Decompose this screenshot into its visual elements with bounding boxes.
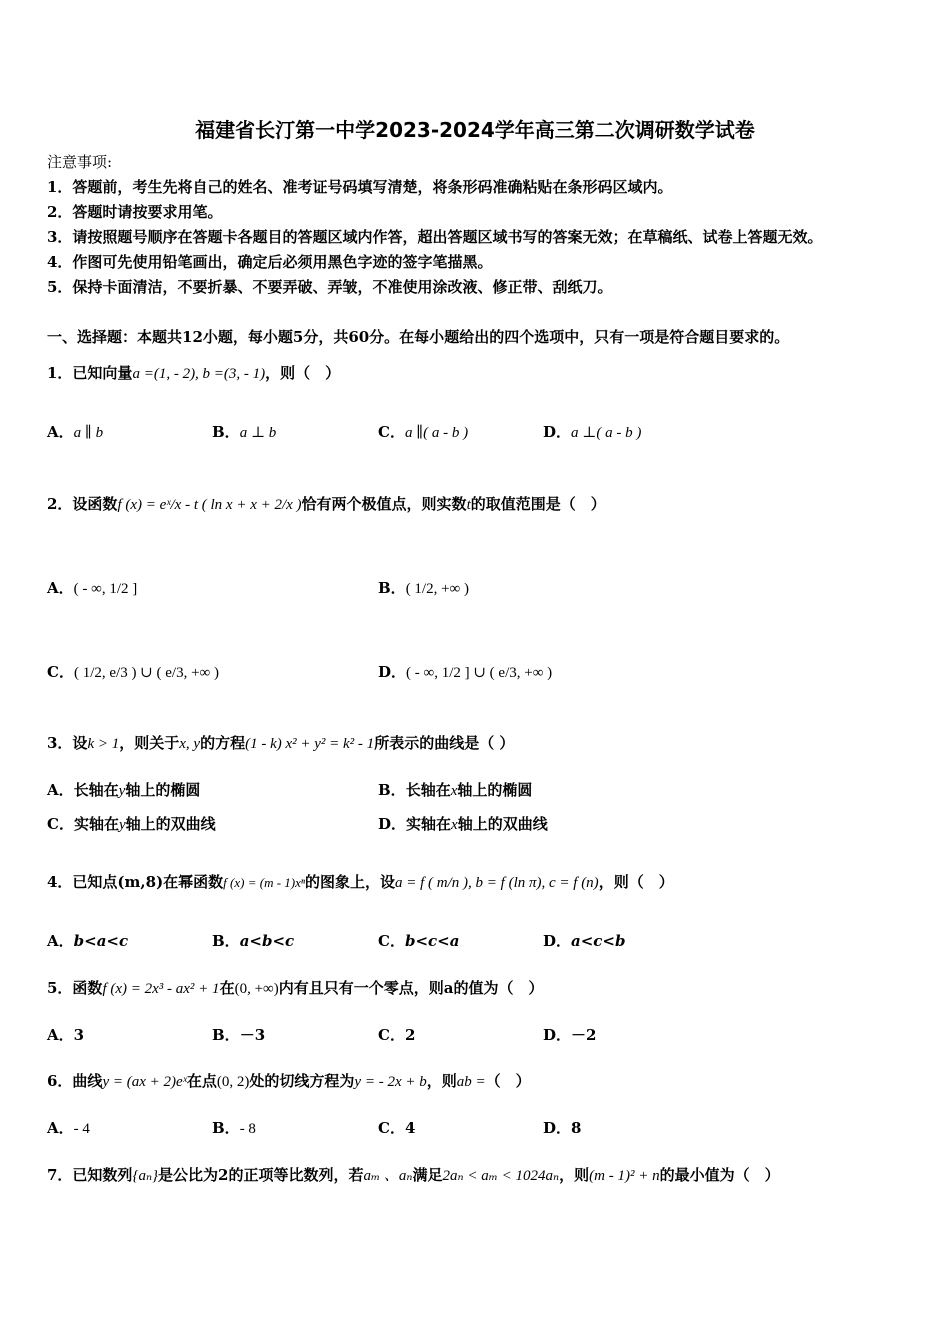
page-title: 福建省长汀第一中学2023-2024学年高三第二次调研数学试卷 — [195, 118, 755, 142]
notice-item: 5．保持卡面清洁，不要折暴、不要弄破、弄皱，不准使用涂改液、修正带、刮纸刀。 — [47, 278, 613, 296]
question-4: 4．已知点(m,8)在幂函数f (x) = (m - 1)xⁿ的图象上，设a = f ( m/n ), b = f (ln π), c = f (n)，则（ ） — [47, 873, 674, 891]
q6-option-c[interactable]: C．4 — [378, 1119, 416, 1137]
q3-option-c[interactable]: C．实轴在y轴上的双曲线 — [47, 815, 216, 833]
notice-heading: 注意事项: — [47, 153, 113, 171]
section-heading: 一、选择题：本题共12小题，每小题5分，共60分。在每小题给出的四个选项中，只有一项是符合题目要求的。 — [47, 328, 790, 346]
q4-option-b[interactable]: B．a<b<c — [212, 932, 295, 950]
q6-option-d[interactable]: D．8 — [543, 1119, 582, 1137]
q4-option-d[interactable]: D．a<c<b — [543, 932, 626, 950]
question-6: 6．曲线y = (ax + 2)eˣ在点(0, 2)处的切线方程为y = - 2x + b，则ab =（ ） — [47, 1072, 531, 1090]
question-7: 7．已知数列{aₙ}是公比为2的正项等比数列，若aₘ 、aₙ满足2aₙ < aₘ < 1024aₙ，则(m - 1)² + n的最小值为（ ） — [47, 1166, 780, 1184]
question-1 — [47, 363, 340, 384]
q6-option-a[interactable]: A．- 4 — [47, 1119, 90, 1137]
q5-option-c[interactable]: C．2 — [378, 1026, 416, 1044]
q4-option-a[interactable]: A．b<a<c — [47, 932, 129, 950]
q1-post: ，则（ ） — [265, 364, 341, 382]
notice-item: 2．答题时请按要求用笔。 — [47, 203, 223, 221]
q2-option-c[interactable]: C．( 1/2, e/3 ) ∪ ( e/3, +∞ ) — [47, 663, 219, 681]
q5-option-d[interactable]: D．－2 — [543, 1026, 597, 1044]
q1-option-d[interactable]: D．a ⊥( a - b ) — [543, 423, 642, 441]
q2-option-b[interactable]: B．( 1/2, +∞ ) — [378, 579, 469, 597]
q3-option-b[interactable]: B．长轴在x轴上的椭圆 — [378, 781, 533, 799]
q1-option-b[interactable]: B．a ⊥ b — [212, 423, 277, 441]
question-2: 2．设函数f (x) = eˣ/x - t ( ln x + x + 2/x )恰有两个极值点，则实数t的取值范围是（ ） — [47, 495, 606, 513]
question-3: 3．设k > 1，则关于x, y的方程(1 - k) x² + y² = k² - 1所表示的曲线是（ ） — [47, 734, 515, 752]
q3-option-d[interactable]: D．实轴在x轴上的双曲线 — [378, 815, 548, 833]
notice-item: 1．答题前，考生先将自己的姓名、准考证号码填写清楚，将条形码准确粘贴在条形码区域内。 — [47, 178, 673, 196]
notice-item: 4．作图可先使用铅笔画出，确定后必须用黑色字迹的签字笔描黑。 — [47, 253, 493, 271]
q5-option-a[interactable]: A．3 — [47, 1026, 85, 1044]
q2-option-d[interactable]: D．( - ∞, 1/2 ] ∪ ( e/3, +∞ ) — [378, 663, 553, 681]
question-5: 5．函数f (x) = 2x³ - ax² + 1在(0, +∞)内有且只有一个零点，则a的值为（ ） — [47, 979, 544, 997]
q6-option-b[interactable]: B．- 8 — [212, 1119, 256, 1137]
q2-option-a[interactable]: A．( - ∞, 1/2 ] — [47, 579, 138, 597]
q1-pre: 1．已知向量 — [47, 364, 133, 382]
q5-option-b[interactable]: B．－3 — [212, 1026, 266, 1044]
q2-expr: f (x) = eˣ/x - t ( ln x + x + 2/x ) — [117, 497, 302, 513]
q1-expr: a =(1, - 2), b =(3, - 1) — [132, 366, 266, 382]
q1-option-a[interactable]: A．a ∥ b — [47, 423, 104, 441]
q3-option-a[interactable]: A．长轴在y轴上的椭圆 — [47, 781, 201, 799]
q1-option-c[interactable]: C．a ∥( a - b ) — [378, 423, 469, 441]
q4-option-c[interactable]: C．b<c<a — [378, 932, 460, 950]
notice-item: 3．请按照题号顺序在答题卡各题目的答题区域内作答，超出答题区域书写的答案无效；在草稿纸、试卷上答题无效。 — [47, 228, 823, 246]
